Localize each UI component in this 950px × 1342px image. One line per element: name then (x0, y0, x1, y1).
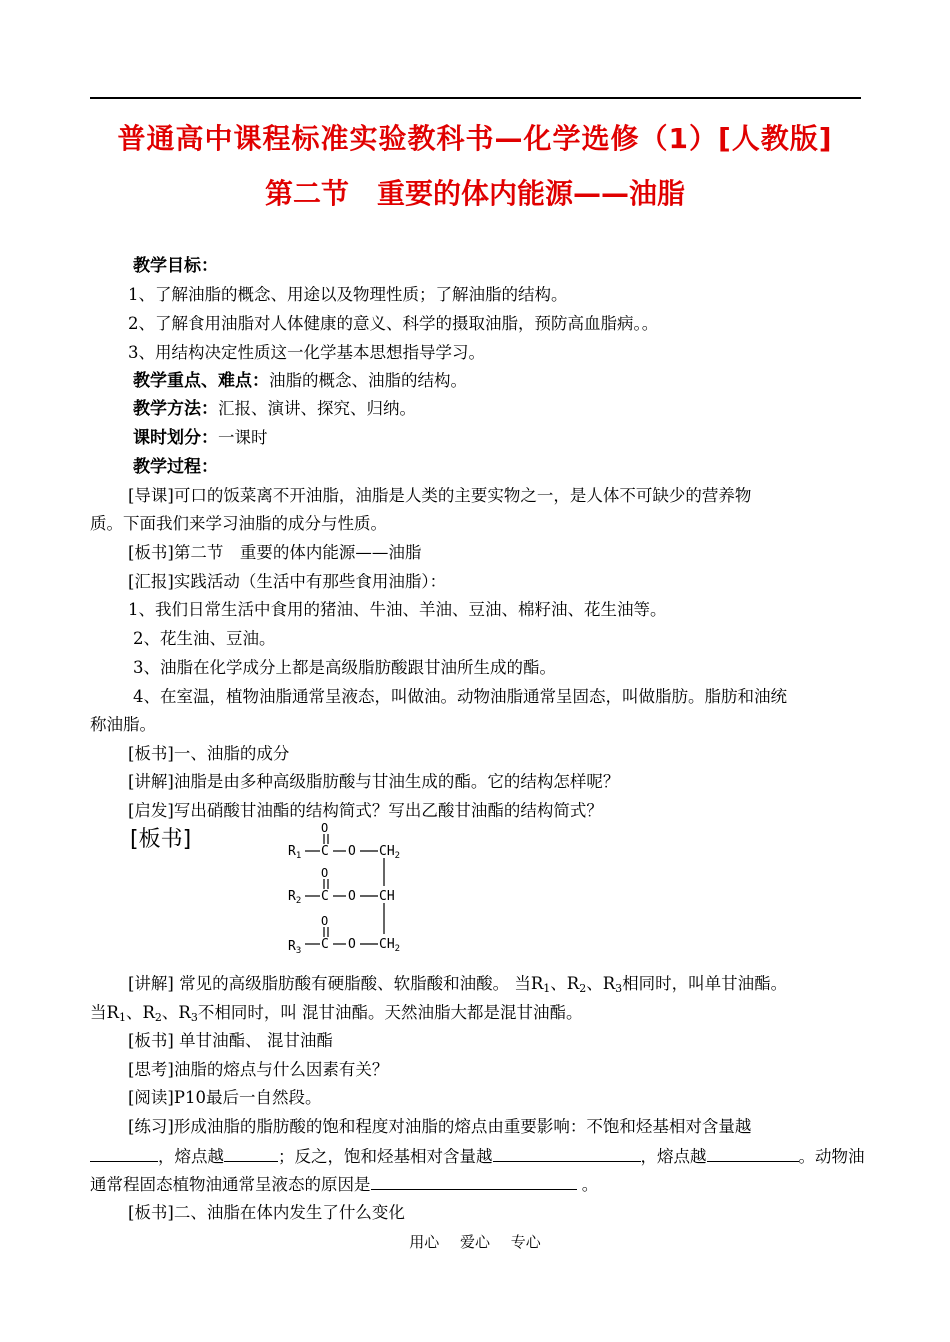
ester-oxygen: O (348, 844, 356, 859)
process-label: 教学过程： (133, 457, 218, 477)
intro-line: [导课]可口的饭菜离不开油脂，油脂是人类的主要实物之一，是人体不可缺少的营养物 (128, 486, 752, 505)
answer-blank[interactable] (371, 1174, 577, 1190)
ch2-group: $CH_2$ (379, 844, 401, 861)
r3-label: $R_3$ (288, 939, 302, 956)
method-value: 汇报、演讲、探究、归纳。 (218, 399, 416, 418)
read-note: [阅读]P10最后一自然段。 (128, 1088, 322, 1107)
answer-blank[interactable] (493, 1146, 641, 1162)
r1-label: $R_1$ (288, 844, 302, 861)
answer-blank[interactable] (224, 1146, 278, 1162)
objective-item: 3、用结构决定性质这一化学基本思想指导学习。 (128, 343, 485, 362)
triglyceride-structure (128, 822, 448, 967)
board-note: [板书]第二节 重要的体内能源——油脂 (128, 543, 422, 562)
report-item: 1、我们日常生活中食用的猪油、牛油、羊油、豆油、棉籽油、花生油等。 (128, 600, 667, 619)
exercise-line: 通常程固态植物油通常呈液态的原因是 。 (90, 1175, 599, 1194)
answer-blank[interactable] (90, 1146, 158, 1162)
period-row (133, 428, 268, 448)
report-item: 2、花生油、豆油。 (133, 629, 276, 648)
lecture-note: [讲解]油脂是由多种高级脂肪酸与甘油生成的酯。它的结构怎样呢？ (128, 772, 620, 791)
board-note: [板书] 单甘油酯、 混甘油酯 (128, 1031, 333, 1050)
objective-item: 2、了解食用油脂对人体健康的意义、科学的摄取油脂，预防高血脂病。。 (128, 314, 659, 333)
carbonyl-oxygen: O (321, 866, 329, 880)
r2-label: $R_2$ (288, 889, 302, 906)
board-note: [板书]一、油脂的成分 (128, 744, 290, 763)
method-label: 教学方法： (133, 399, 218, 419)
section-title: 第二节 重要的体内能源——油脂 (264, 177, 685, 210)
page-footer: 用心 爱心 专心 (409, 1233, 541, 1251)
objective-item: 1、了解油脂的概念、用途以及物理性质；了解油脂的结构。 (128, 285, 568, 304)
exercise-line: [练习]形成油脂的脂肪酸的饱和程度对油脂的熔点由重要影响：不饱和烃基相对含量越 (128, 1117, 752, 1136)
think-note: [思考]油脂的熔点与什么因素有关？ (128, 1060, 389, 1079)
header-rule (90, 97, 861, 99)
ester-oxygen: O (348, 937, 356, 952)
period-label: 课时划分： (133, 428, 218, 448)
exercise-line: ，熔点越 ；反之，饱和烃基相对含量越 ，熔点越 。动物油 (90, 1146, 865, 1167)
document-title: 普通高中课程标准实验教科书—化学选修（1）[人教版] (117, 122, 833, 155)
board-note: [板书]二、油脂在体内发生了什么变化 (128, 1203, 405, 1222)
carbonyl-carbon: C (321, 844, 329, 859)
objectives-label: 教学目标： (133, 256, 218, 276)
ch-group: CH (379, 889, 395, 904)
carbonyl-oxygen: O (321, 914, 329, 928)
intro-line: 质。下面我们来学习油脂的成分与性质。 (90, 514, 387, 533)
key-points-row (133, 371, 467, 391)
carbonyl-oxygen: O (321, 822, 329, 835)
carbonyl-carbon: C (321, 937, 329, 952)
lecture-note: 当$R_1$、$R_2$、$R_3$不相同时，叫 混甘油酯。天然油脂大都是混甘油酯。 (90, 1003, 583, 1024)
lecture-note: [讲解] 常见的高级脂肪酸有硬脂酸、软脂酸和油酸。 当$R_1$、$R_2$、$R_3$相同时，叫单甘油酯。 (128, 974, 788, 995)
board-label: [板书] (130, 827, 192, 852)
key-points-label: 教学重点、难点： (133, 371, 269, 391)
report-item: 4、在室温，植物油脂通常呈液态，叫做油。动物油脂通常呈固态，叫做脂肪。脂肪和油统 (133, 687, 787, 706)
carbonyl-carbon: C (321, 889, 329, 904)
report-item: 3、油脂在化学成分上都是高级脂肪酸跟甘油所生成的酯。 (133, 658, 556, 677)
key-points-value: 油脂的概念、油脂的结构。 (269, 371, 467, 390)
hint-note: [启发]写出硝酸甘油酯的结构简式？写出乙酸甘油酯的结构简式？ (128, 801, 603, 820)
period-value: 一课时 (218, 428, 268, 447)
report-item: 称油脂。 (90, 715, 156, 734)
report-heading: [汇报]实践活动（生活中有那些食用油脂）： (128, 572, 447, 591)
ester-oxygen: O (348, 889, 356, 904)
method-row (133, 399, 416, 419)
answer-blank[interactable] (707, 1146, 799, 1162)
ch2-group: $CH_2$ (379, 937, 401, 954)
